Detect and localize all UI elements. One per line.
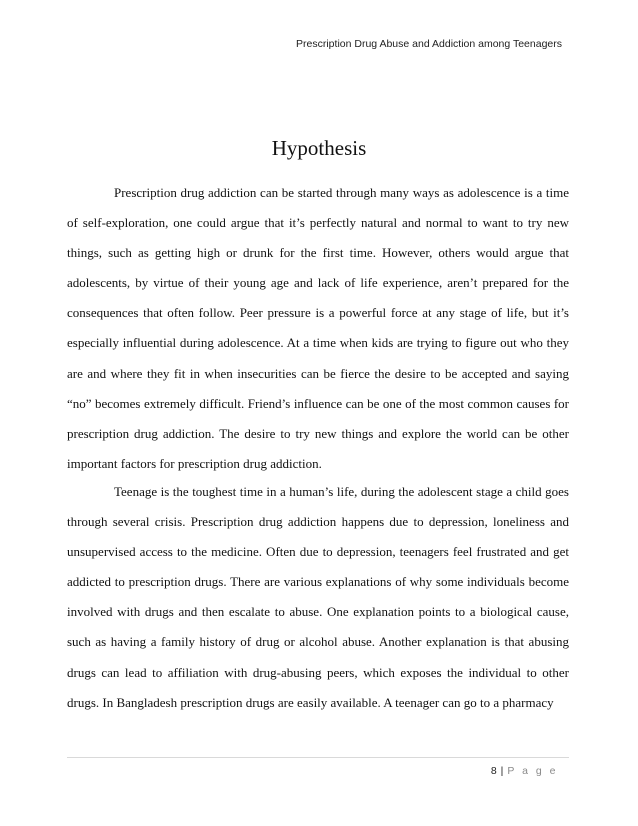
body-paragraph-1: Prescription drug addiction can be started through many ways as adolescence is a time of self-exploration, one could argue that it’s perfectly natural and normal to want to try new things, such as getting high or drunk for the first time. However, others would argue that adolescents, by virtue of their young age and lack of life experience, aren’t prepared for the consequences that often follow. Peer pressure is a powerful force at any stage of life, but it’s especially influential during adolescence. At a time when kids are trying to figure out who they are and where they fit in when insecurities can be fierce the desire to be accepted and saying “no” becomes extremely difficult. Friend’s influence can be one of the most common causes for prescription drug addiction. The desire to try new things and explore the world can be other important factors for prescription drug addiction. bbox=[67, 185, 569, 471]
page-footer bbox=[491, 765, 558, 777]
body-paragraph-2: Teenage is the toughest time in a human’s life, during the adolescent stage a child goes through several crisis. Prescription drug addiction happens due to depression, loneliness and unsupervised access to the medicine. Often due to depression, teenagers feel frustrated and get addicted to prescription drugs. There are various explanations of why some individuals become involved with drugs and then escalate to abuse. One explanation points to a biological cause, such as having a family history of drug or alcohol abuse. Another explanation is that abusing drugs can lead to affiliation with drug-abusing peers, which exposes the individual to other drugs. In Bangladesh prescription drugs are easily available. A teenager can go to a pharmacy bbox=[67, 484, 569, 710]
page-number: 8 bbox=[490, 765, 497, 777]
footer-divider bbox=[67, 757, 569, 758]
page-separator: | bbox=[500, 765, 504, 777]
section-heading: Hypothesis bbox=[271, 136, 367, 160]
running-header: Prescription Drug Abuse and Addiction among Teenagers bbox=[296, 38, 562, 50]
page-label: P a g e bbox=[507, 765, 558, 777]
